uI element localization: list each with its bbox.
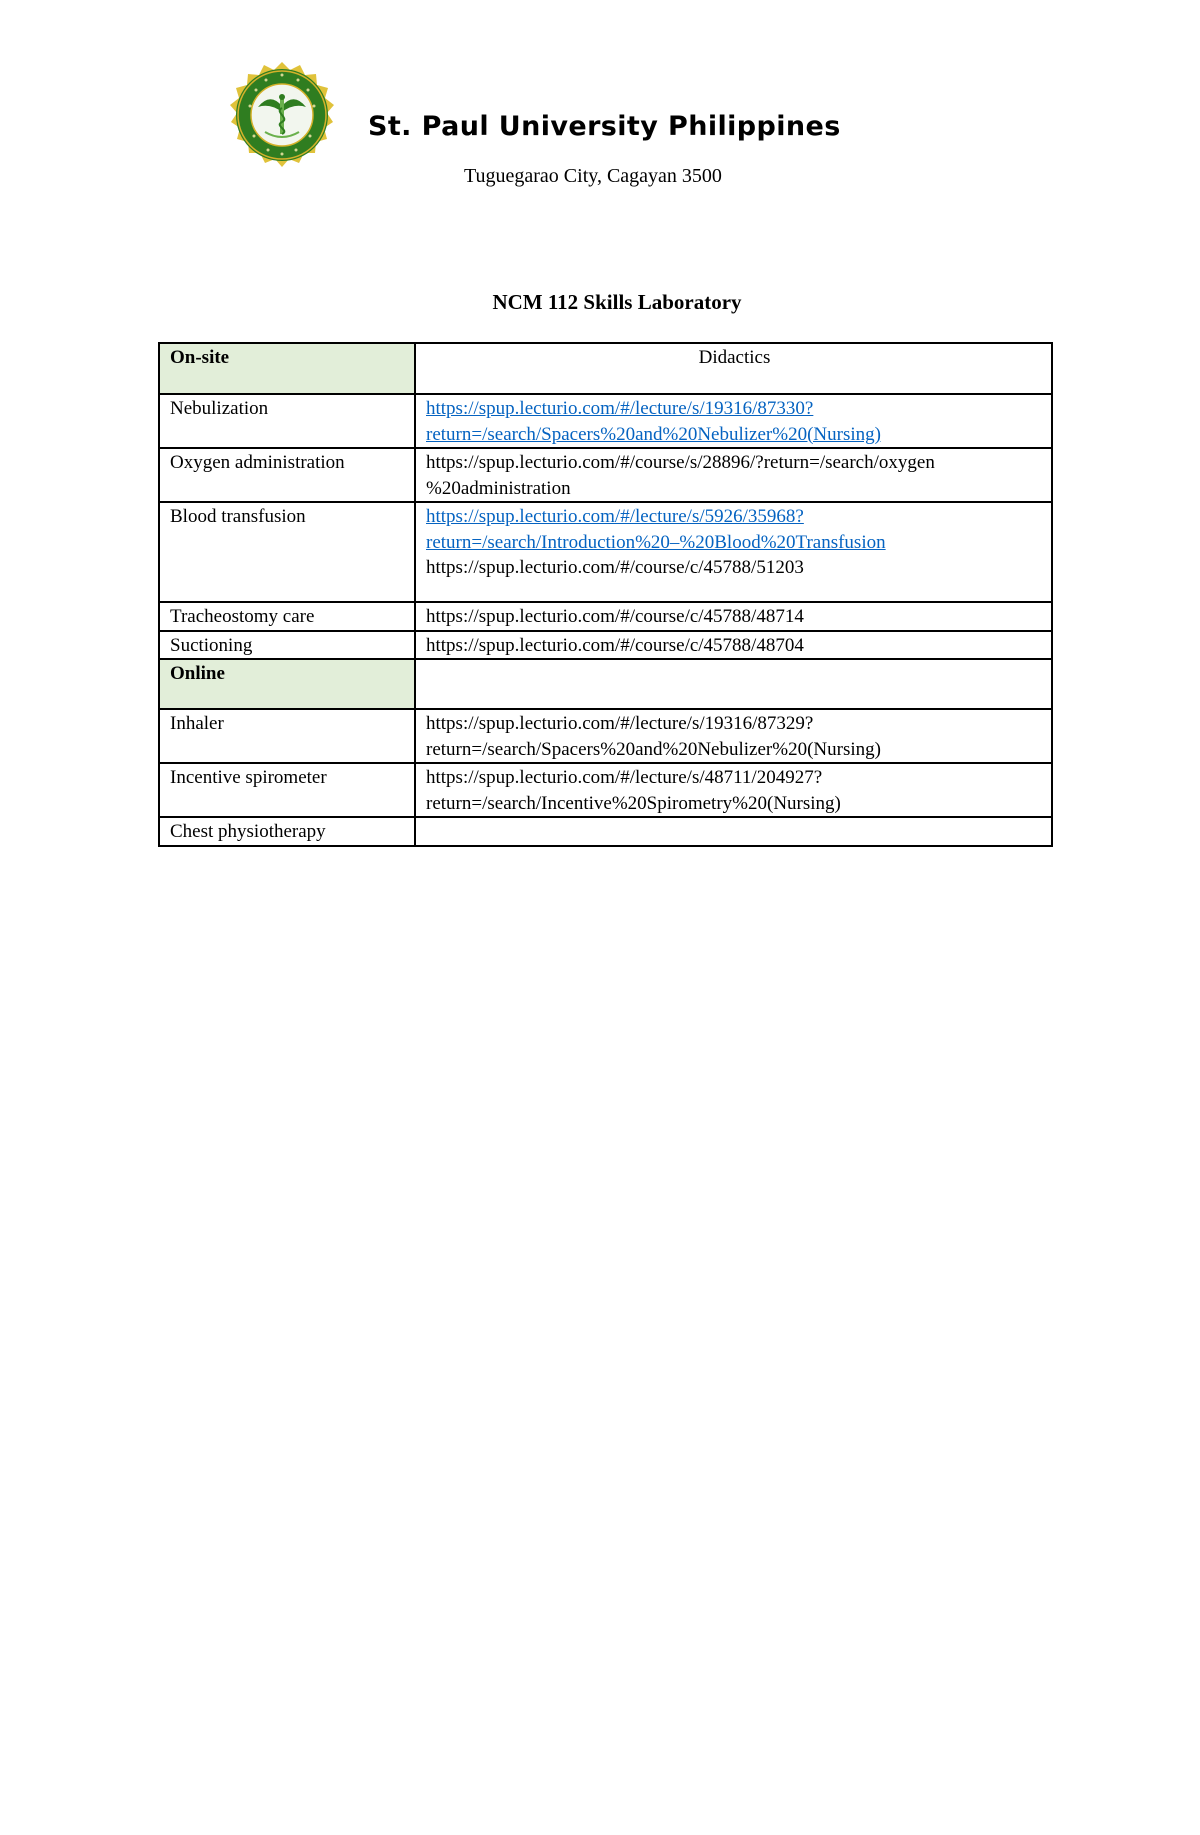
skill-cell: Incentive spirometer <box>159 763 415 817</box>
didactics-url-text: https://spup.lecturio.com/#/course/c/45788/51203 <box>426 557 804 578</box>
onsite-header: On-site <box>159 343 415 394</box>
university-seal-icon <box>228 62 336 170</box>
skill-cell: Chest physiotherapy <box>159 817 415 846</box>
online-empty-cell <box>415 659 1052 709</box>
didactics-cell <box>415 602 1052 631</box>
didactics-cell <box>415 394 1052 448</box>
didactics-url-text: https://spup.lecturio.com/#/course/s/28896/?return=/search/oxygen <box>426 452 935 473</box>
table-row <box>159 602 1052 631</box>
didactics-url-text: return=/search/Spacers%20and%20Nebulizer%20(Nursing) <box>426 738 881 760</box>
table-row <box>159 817 1052 846</box>
didactics-url-text: https://spup.lecturio.com/#/lecture/s/48711/204927? <box>426 767 823 788</box>
skill-cell: Blood transfusion <box>159 502 415 602</box>
didactics-url-text: return=/search/Incentive%20Spirometry%20(Nursing) <box>426 792 841 814</box>
online-header: Online <box>159 659 415 709</box>
didactics-cell <box>415 763 1052 817</box>
didactics-cell <box>415 502 1052 602</box>
didactics-link[interactable]: https://spup.lecturio.com/#/lecture/s/5926/35968? <box>426 506 804 527</box>
table-row <box>159 448 1052 502</box>
table-row <box>159 763 1052 817</box>
didactics-cell <box>415 709 1052 763</box>
skill-cell: Inhaler <box>159 709 415 763</box>
university-address: Tuguegarao City, Cagayan 3500 <box>464 165 722 187</box>
skill-cell: Oxygen administration <box>159 448 415 502</box>
skills-table <box>158 342 1053 847</box>
skill-cell: Nebulization <box>159 394 415 448</box>
didactics-url-text: https://spup.lecturio.com/#/course/c/45788/48704 <box>426 634 804 656</box>
table-row <box>159 631 1052 660</box>
table-row <box>159 394 1052 448</box>
didactics-url-text: %20administration <box>426 477 571 499</box>
didactics-url-text: https://spup.lecturio.com/#/lecture/s/19316/87329? <box>426 713 814 734</box>
didactics-cell <box>415 631 1052 660</box>
online-section-row <box>159 659 1052 709</box>
table-row <box>159 502 1052 602</box>
didactics-link[interactable]: return=/search/Spacers%20and%20Nebulizer%20(Nursing) <box>426 423 881 445</box>
table-header-row <box>159 343 1052 394</box>
skill-cell: Tracheostomy care <box>159 602 415 631</box>
didactics-link[interactable]: https://spup.lecturio.com/#/lecture/s/19316/87330? <box>426 398 814 419</box>
didactics-link[interactable]: return=/search/Introduction%20–%20Blood%20Transfusion <box>426 531 886 553</box>
university-name: St. Paul University Philippines <box>368 111 841 142</box>
didactics-empty-cell <box>415 817 1052 846</box>
table-row <box>159 709 1052 763</box>
document-title: NCM 112 Skills Laboratory <box>492 290 742 314</box>
skill-cell: Suctioning <box>159 631 415 660</box>
didactics-cell <box>415 448 1052 502</box>
didactics-header: Didactics <box>415 343 1052 394</box>
didactics-url-text: https://spup.lecturio.com/#/course/c/45788/48714 <box>426 606 804 627</box>
